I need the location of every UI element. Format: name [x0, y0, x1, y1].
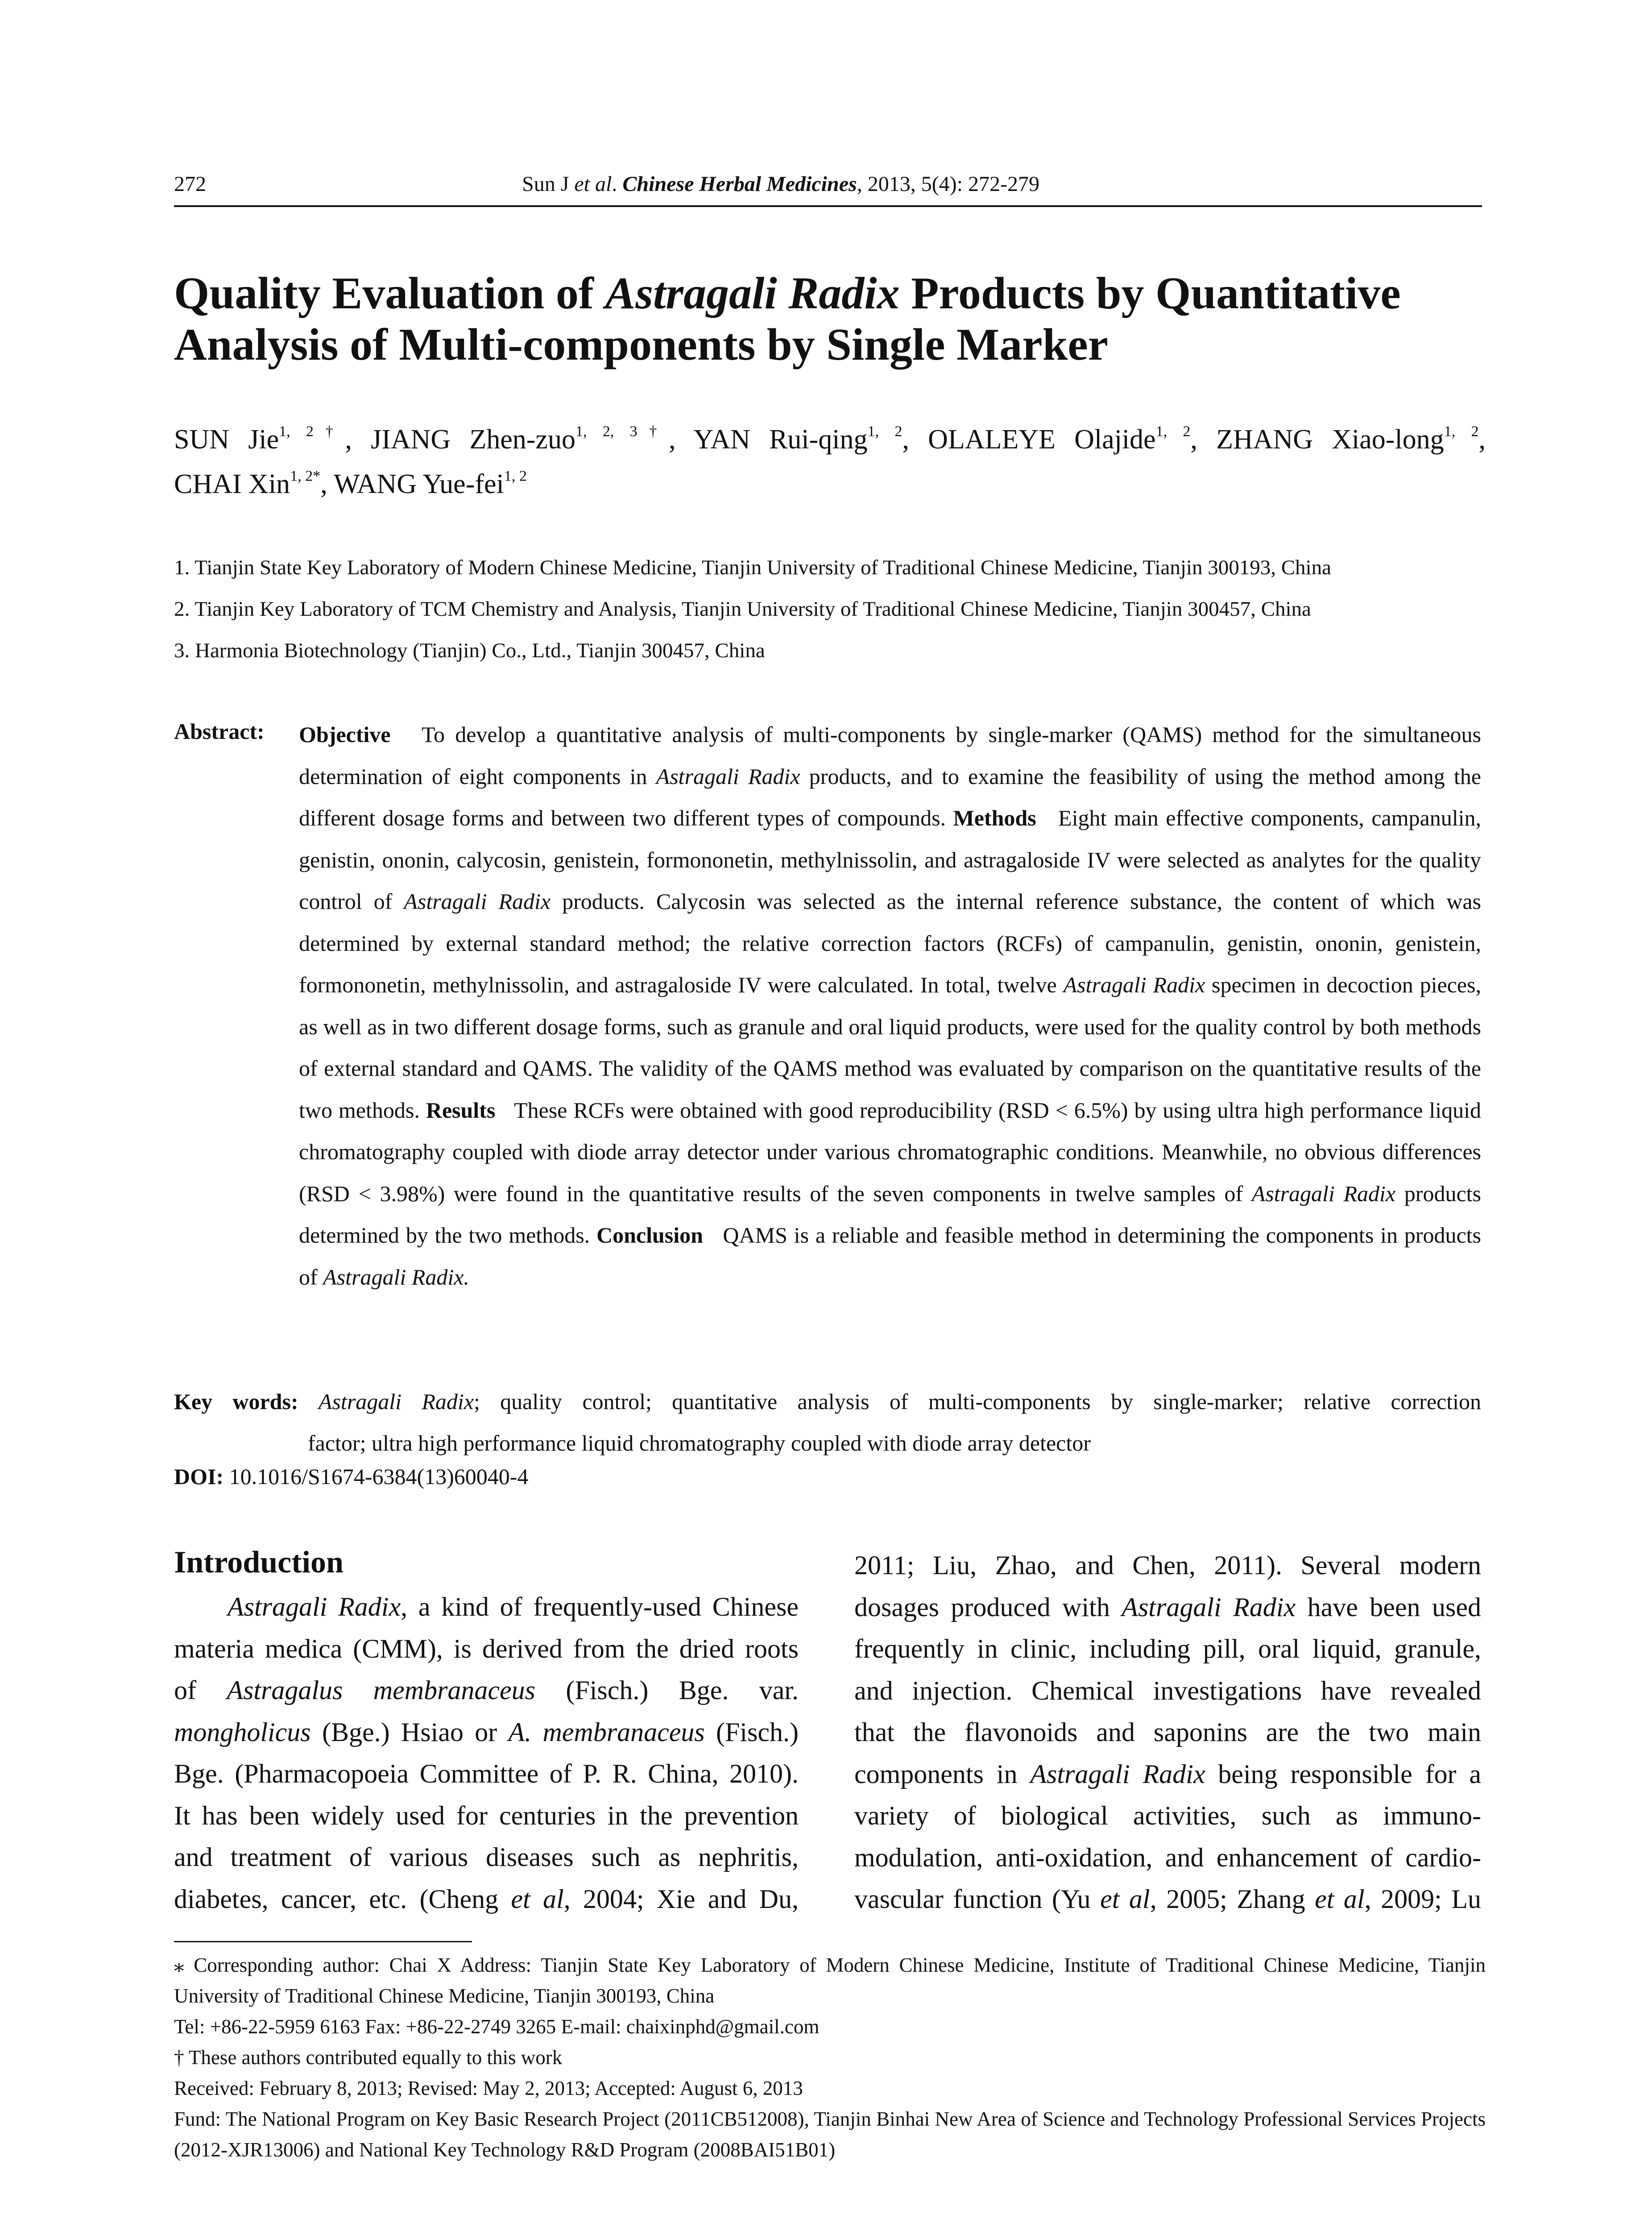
- objective-label: Objective: [299, 722, 391, 747]
- text-line: vascular function (Yu et al, 2005; Zhang et al, 2009; Lu: [854, 1884, 1481, 1914]
- methods-label: Methods: [953, 805, 1036, 830]
- text-line: and injection. Chemical investigations have revealed: [854, 1675, 1481, 1705]
- author-list-line2: CHAI Xin$^{1, 2*}$, WANG Yue-fei$^{1, 2}$: [174, 468, 527, 499]
- text-line: 2011; Liu, Zhao, and Chen, 2011). Several modern: [854, 1551, 1481, 1580]
- footnote-dates: Received: February 8, 2013; Revised: May 2, 2013; Accepted: August 6, 2013: [174, 2077, 803, 2099]
- abstract-body: Objective To develop a quantitative analysis of multi-components by single-marker (QAMS) method for the simultaneous determination of eight components in Astragali Radix products, and to examine the feasibility of using the method among the different dosage forms and between two different types of compounds. Methods Eight main effective components, campanulin, genistin, ononin, calycosin, genistein, formononetin, methylnissolin, and astragaloside IV were selected as analytes for the quality control of Astragali Radix products. Calycosin was selected as the internal reference substance, the content of which was determined by external standard method; the relative correction factors (RCFs) of campanulin, genistin, ononin, genistein, formononetin, methylnissolin, and astragaloside IV were calculated. In total, twelve Astragali Radix specimen in decoction pieces, as well as in two different dosage forms, such as granule and oral liquid products, were used for the quality control by both methods of external standard and QAMS. The validity of the QAMS method was evaluated by comparison on the quantitative results of the two methods. Results These RCFs were obtained with good reproducibility (RSD < 6.5%) by using ultra high performance liquid chromatography coupled with diode array detector under various chromatographic conditions. Meanwhile, no obvious differences (RSD < 3.98%) were found in the quantitative results of the seven components in twelve samples of Astragali Radix products determined by the two methods. Conclusion QAMS is a reliable and feasible method in determining the components in products of Astragali Radix.: [299, 722, 1482, 1290]
- page-number: 272: [174, 172, 206, 196]
- text-line: components in Astragali Radix being responsible for a: [854, 1759, 1481, 1789]
- doi-value: 10.1016/S1674-6384(13)60040-4: [229, 1464, 529, 1489]
- text-line: modulation, anti-oxidation, and enhancement of cardio-: [854, 1842, 1481, 1872]
- footnote-equal-contribution: † These authors contributed equally to this work: [174, 2046, 563, 2069]
- intro-column-right: [854, 1545, 1481, 1920]
- intro-column-left: [174, 1586, 799, 1920]
- text-line: variety of biological activities, such as immuno-: [854, 1801, 1481, 1830]
- text-line: and treatment of various diseases such as nephritis,: [174, 1842, 799, 1872]
- text-line: frequently in clinic, including pill, oral liquid, granule,: [854, 1634, 1481, 1663]
- affiliation-1: 1. Tianjin State Key Laboratory of Modern Chinese Medicine, Tianjin University of Traditional Chinese Medicine, Tianjin 300193, China: [174, 556, 1331, 579]
- keywords: Key words: Astragali Radix; quality control; quantitative analysis of multi-components by single-marker; relative correction factor; ultra high performance liquid chromatography coupled with diode array detector: [174, 1389, 1481, 1456]
- footnote-divider: [174, 1941, 472, 1942]
- running-head: Sun J et al. Chinese Herbal Medicines, 2013, 5(4): 272-279: [522, 172, 1039, 196]
- text-line: that the flavonoids and saponins are the two main: [854, 1717, 1481, 1747]
- text-line: It has been widely used for centuries in the prevention: [174, 1800, 799, 1830]
- results-label: Results: [426, 1097, 496, 1123]
- affiliation-3: 3. Harmonia Biotechnology (Tianjin) Co., Ltd., Tianjin 300457, China: [174, 639, 765, 662]
- author-list: SUN Jie$^{1, 2\dagger}$, JIANG Zhen-zuo$^{1, 2, 3\dagger}$, YAN Rui-qing$^{1, 2}$, OLALEYE Olajide$^{1, 2}$, ZHANG Xiao-long$^{1, 2}$,: [174, 423, 1486, 455]
- text-line: Bge. (Pharmacopoeia Committee of P. R. China, 2010).: [174, 1759, 799, 1788]
- paper-title: Quality Evaluation of Astragali Radix Products by Quantitative Analysis of Multi-components by Single Marker: [174, 268, 1401, 370]
- text-line: mongholicus (Bge.) Hsiao or A. membranaceus (Fisch.): [174, 1717, 799, 1747]
- doi: DOI: 10.1016/S1674-6384(13)60040-4: [174, 1464, 529, 1489]
- page-header: [174, 172, 1482, 207]
- conclusion-label: Conclusion: [596, 1223, 703, 1248]
- text-line: materia medica (CMM), is derived from the dried roots: [174, 1634, 799, 1663]
- journal-name: Chinese Herbal Medicines: [622, 172, 857, 196]
- text-line: dosages produced with Astragali Radix have been used: [854, 1592, 1482, 1622]
- footnotes: [174, 1950, 1486, 2165]
- abstract-label: Abstract:: [174, 719, 265, 744]
- footnote-corresponding-author: ⁎ Corresponding author: Chai X Address: Tianjin State Key Laboratory of Modern Chinese Medicine, Institute of Traditional Chinese Medicine, Tianjin University of Traditional Chinese Medicine, Tianjin 300193, China: [174, 1954, 1486, 2007]
- text-line: diabetes, cancer, etc. (Cheng et al, 2004; Xie and Du,: [174, 1884, 799, 1914]
- footnote-contact: Tel: +86-22-5959 6163 Fax: +86-22-2749 3265 E-mail: chaixinphd@gmail.com: [174, 2015, 820, 2038]
- text-line: Astragali Radix, a kind of frequently-used Chinese: [228, 1592, 799, 1621]
- section-heading-introduction: Introduction: [174, 1545, 344, 1580]
- keywords-label: Key words:: [174, 1389, 298, 1414]
- footnote-fund: Fund: The National Program on Key Basic Research Project (2011CB512008), Tianjin Binhai New Area of Science and Technology Professional Services Projects (2012-XJR13006) and National Key Technology R&D Program (2008BAI51B01): [174, 2108, 1486, 2161]
- text-line: of Astragalus membranaceus (Fisch.) Bge. var.: [174, 1675, 799, 1705]
- affiliation-2: 2. Tianjin Key Laboratory of TCM Chemistry and Analysis, Tianjin University of Traditional Chinese Medicine, Tianjin 300457, China: [174, 597, 1311, 621]
